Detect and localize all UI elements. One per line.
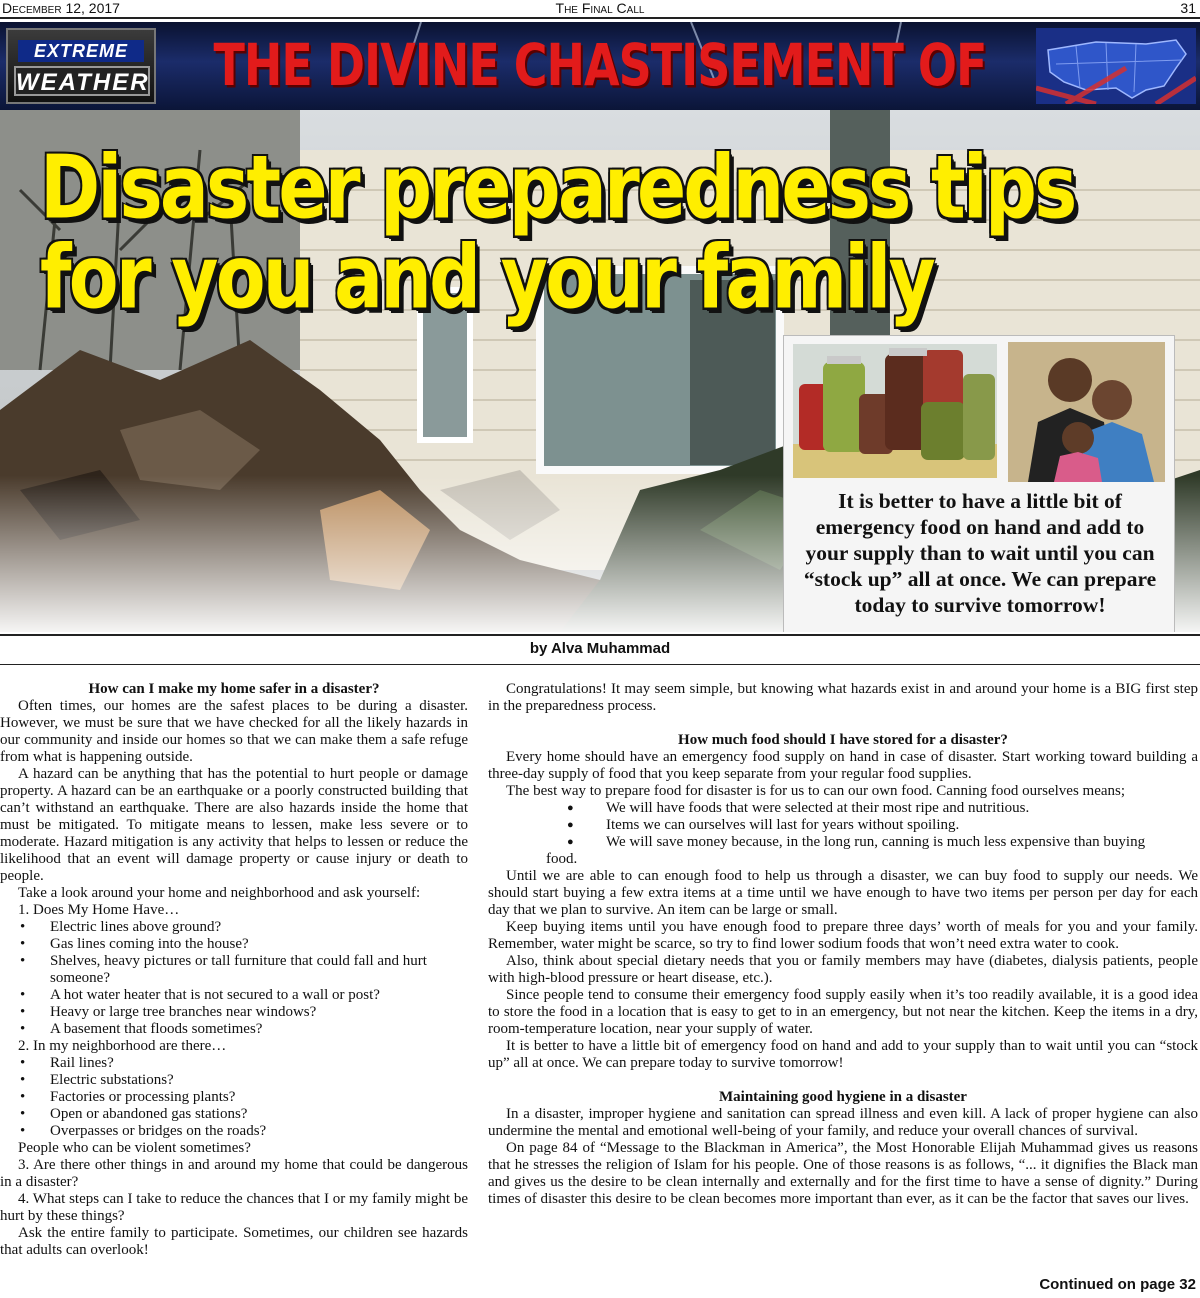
paragraph: 3. Are there other things in and around my home that could be dangerous in a disaster? (0, 1157, 468, 1190)
list-item: • Gas lines coming into the house? (0, 936, 468, 953)
banner-title: THE DIVINE CHASTISEMENT OF (213, 31, 987, 99)
headline-line-2: for you and your family (40, 228, 933, 329)
paragraph: Take a look around your home and neighborhood and ask yourself: (18, 885, 421, 901)
paragraph: A hazard can be anything that has the potential to hurt people or damage property. A hazard can be an earthquake or a poorly constructed building that can’t withstand an earthquake. There are also hazards inside the home that must be mitigated. To mitigate means to lessen, make less severe or to moderate. Hazard mitigation is any activity that helps to lessen or reduce the likelihood that an event will damage property or cause injury or death to people. (0, 766, 468, 884)
byline-rule-bottom (0, 664, 1200, 665)
paragraph: Ask the entire family to participate. Sometimes, our children see hazards that adults can overlook! (0, 1225, 468, 1258)
list-item: • A hot water heater that is not secured to a wall or post? (0, 987, 468, 1004)
right-column (488, 681, 1198, 1208)
left-column (0, 681, 468, 1259)
paragraph: On page 84 of “Message to the Blackman in America”, the Most Honorable Elijah Muhammad gives us reasons that he stresses the religion of Islam for his people. One of those reasons is as follows, “... it dignifies the Black man and gives us the desire to be clean internally and externally and for the first time to have a sense of dignity.” During times of disaster this desire to be clean becomes more important than ever, as it can be the factor that saves our lives. (488, 1140, 1198, 1207)
paper-name: The Final Call (555, 0, 645, 16)
list-item: • Shelves, heavy pictures or tall furniture that could fall and hurt someone? (0, 953, 468, 987)
paragraph: In a disaster, improper hygiene and sanitation can spread illness and even kill. A lack of proper hygiene can also undermine the mental and emotional well-being of your family, and reduce your overall chances of survival. (488, 1106, 1198, 1139)
spacer (488, 1072, 1198, 1089)
paragraph: Keep buying items until you have enough food to prepare three days’ worth of meals for you and your family. Remember, water might be scarce, so try to find lower sodium foods that won’t need extra water to cook. (488, 919, 1198, 952)
extreme-weather-badge (6, 28, 156, 104)
list-item: • Factories or processing plants? (0, 1089, 468, 1106)
paragraph: Since people tend to consume their emergency food supply easily when it’s too readily available, it is a good idea to store the food in a location that is easy to get to in an emergency, but not near the kitchen. Keep the items in a dry, room-temperature location, near your supply of water. (488, 987, 1198, 1037)
list-item: • Electric lines above ground? (0, 919, 468, 936)
list-item: • A basement that floods sometimes? (0, 1021, 468, 1038)
us-map-icon (1036, 28, 1196, 104)
inset-caption: It is better to have a little bit of emergency food on hand and add to your supply than to wait until you can “stock up” all at once. We can prepare today to survive tomorrow! (803, 489, 1157, 617)
paragraph: Congratulations! It may seem simple, but knowing what hazards exist in and around your home is a BIG first step in the preparedness process. (488, 681, 1198, 714)
spacer (488, 715, 1198, 732)
section-heading: How can I make my home safer in a disaster? (88, 681, 380, 697)
question: 1. Does My Home Have… (18, 902, 180, 918)
paragraph: 4. What steps can I take to reduce the chances that I or my family might be hurt by these things? (0, 1191, 468, 1224)
section-banner (0, 22, 1200, 110)
list-item: • Rail lines? (0, 1055, 468, 1072)
list-item: ● We will save money because, in the long run, canning is much less expensive than buying (488, 834, 1198, 851)
continued-link[interactable]: Continued on page 32 (1039, 1276, 1196, 1293)
paragraph: It is better to have a little bit of emergency food on hand and add to your supply than to wait until you can “stock up” all at once. We can prepare today to survive tomorrow! (488, 1038, 1198, 1071)
list-item: • Open or abandoned gas stations? (0, 1106, 468, 1123)
inset-box (783, 335, 1175, 632)
running-header (0, 0, 1200, 17)
headline-line-1: Disaster preparedness tips (40, 138, 1075, 239)
list-item: • Heavy or large tree branches near windows? (0, 1004, 468, 1021)
canned-food-photo (793, 344, 997, 478)
page-number: 31 (1180, 0, 1196, 16)
paragraph: Often times, our homes are the safest places to be during a disaster. However, we must be sure that we have checked for all the likely hazards in our community and inside our homes so that we can make them a safe refuge from what is happening outside. (0, 698, 468, 765)
paragraph: Every home should have an emergency food supply on hand in case of disaster. Start working toward building a three-day supply of food that you keep separate from your regular food supplies. (488, 749, 1198, 782)
section-heading: How much food should I have stored for a disaster? (678, 732, 1008, 748)
paragraph: Until we are able to can enough food to help us through a disaster, we can buy food to supply our needs. We should start buying a few extra items at a time until we have enough to have two items per person per day for each day that we plan to survive. An item can be large or small. (488, 868, 1198, 918)
question: 2. In my neighborhood are there… (18, 1038, 227, 1054)
list-item: • Overpasses or bridges on the roads? (0, 1123, 468, 1140)
paragraph: Also, think about special dietary needs that you or family members may have (diabetes, dialysis patients, people with high-blood pressure or heart disease, etc.). (488, 953, 1198, 986)
issue-date: December 12, 2017 (2, 0, 120, 16)
family-photo (1008, 342, 1165, 482)
canned-jars-image (793, 344, 997, 478)
list-item: • Electric substations? (0, 1072, 468, 1089)
byline-rule-top (0, 634, 1200, 636)
list-item: ● We will have foods that were selected at their most ripe and nutritious. (488, 800, 1198, 817)
section-heading: Maintaining good hygiene in a disaster (719, 1089, 967, 1105)
badge-top-text: EXTREME (18, 40, 144, 62)
header-rule (0, 17, 1200, 19)
list-item-continuation: food. (546, 851, 578, 867)
paragraph: People who can be violent sometimes? (18, 1140, 251, 1156)
hero-photo (0, 110, 1200, 632)
badge-bottom-text: WEATHER (14, 66, 150, 96)
family-image (1008, 342, 1165, 482)
byline: by Alva Muhammad (529, 640, 671, 657)
list-item: ● Items we can ourselves will last for years without spoiling. (488, 817, 1198, 834)
paragraph: The best way to prepare food for disaster is for us to can our own food. Canning food ourselves means; (506, 783, 1126, 799)
